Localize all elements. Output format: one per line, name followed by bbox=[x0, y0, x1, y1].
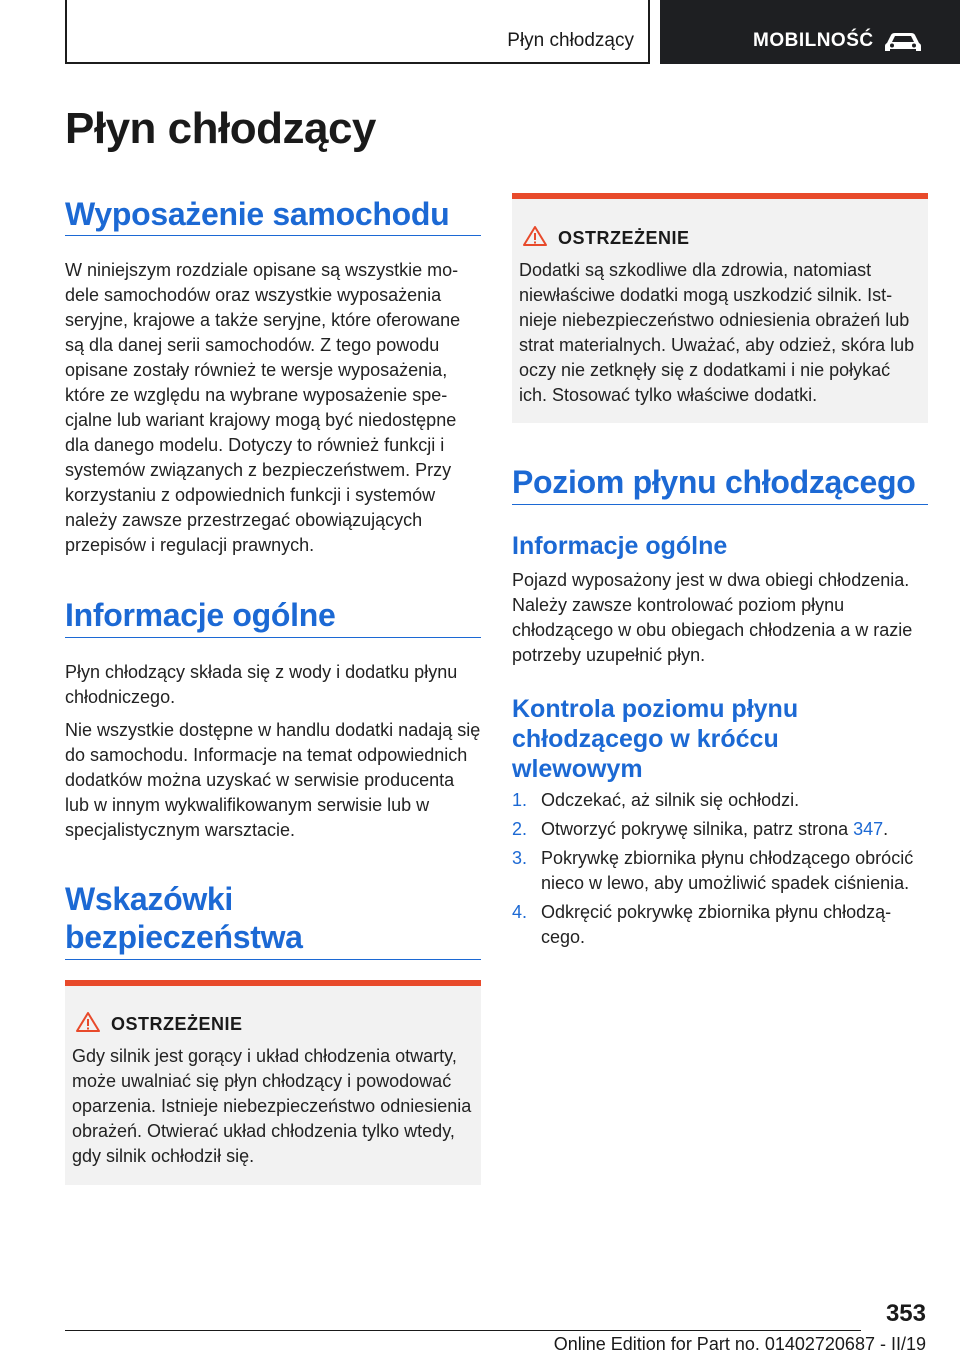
heading-general-info: Informacje ogólne bbox=[65, 597, 336, 633]
footer-rule bbox=[65, 1330, 861, 1331]
warning-text: Gdy silnik jest gorący i układ chłodzenia otwarty, może uwalniać się płyn chłodzący i powodować oparzenia. Istnieje niebezpieczeństwo odniesienia obrażeń. Otwierać układ chłodzenia tylko wtedy, gdy silnik ochłodził się. bbox=[72, 1046, 472, 1166]
step-text: Otworzyć pokrywę silnika, patrz strona bbox=[541, 819, 854, 839]
step-text-end: . bbox=[883, 819, 889, 839]
step-number: 3. bbox=[512, 848, 528, 868]
step-number: 4. bbox=[512, 902, 528, 922]
steps-list bbox=[512, 788, 928, 954]
warning-label: OSTRZEŻENIE bbox=[111, 1014, 243, 1034]
heading-equipment: Wyposażenie samochodu bbox=[65, 196, 450, 232]
heading-rule bbox=[65, 959, 481, 960]
warning-triangle-icon bbox=[75, 1011, 101, 1033]
step-item bbox=[512, 817, 928, 842]
equipment-text: W niniejszym rozdziale opisane są wszystkie modele samochodów oraz wszystkie wyposażenia seryjne, krajowe a także seryjne, które oferowane są dla danej serii samochodów. Z tego powodu opisane zostały również te wersje wyposażenia, które ze względu na wybrane wyposażenie specjalne lub wariant krajowy mogą być niedostępne dla danego modelu. Dotyczy to również funkcji i systemów związanych z bezpieczeństwem. Przy korzystaniu z odpowiednich funkcji i systemów należy zawsze przestrzegać obowiązujących przepisów i regulacji prawnych. bbox=[65, 260, 461, 555]
step-text: Odkręcić pokrywkę zbiornika płynu chłodzącego. bbox=[541, 902, 892, 947]
heading-coolant-level: Poziom płynu chłodzącego bbox=[512, 464, 916, 500]
heading-check-level-l1: Kontrola poziomu płynu bbox=[512, 695, 799, 723]
heading-general-info-right: Informacje ogólne bbox=[512, 532, 728, 560]
heading-rule bbox=[65, 637, 481, 638]
page-number: 353 bbox=[885, 1300, 926, 1327]
heading-rule bbox=[512, 504, 928, 505]
step-text: Odczekać, aż silnik się ochłodzi. bbox=[541, 790, 800, 810]
warning-box-hot-engine bbox=[65, 980, 481, 1185]
running-header-section bbox=[65, 0, 650, 64]
heading-rule bbox=[65, 235, 481, 236]
page-reference-link[interactable]: 347 bbox=[853, 819, 884, 839]
warning-box-additives bbox=[512, 193, 928, 423]
edition-info: Online Edition for Part no. 01402720687 - II/19 bbox=[553, 1334, 926, 1354]
coolant-circuits-text: Pojazd wyposażony jest w dwa obiegi chłodzenia. Należy zawsze kontrolować poziom płynu chłodzącego w obu obiegach chłodzenia a w razie potrzeby uzupełnić płyn. bbox=[512, 570, 913, 665]
general-info-text-1: Płyn chłodzący składa się z wody i dodatku płynu chłodniczego. bbox=[65, 662, 458, 707]
car-icon bbox=[883, 30, 923, 54]
chapter-title: MOBILNOŚĆ bbox=[753, 30, 874, 51]
section-title: Płyn chłodzący bbox=[507, 30, 634, 51]
step-text: Pokrywkę zbiornika płynu chłodzącego obrócić nieco w lewo, aby umożliwić spadek ciśnienia. bbox=[541, 848, 914, 893]
step-item bbox=[512, 846, 928, 896]
step-number: 1. bbox=[512, 790, 528, 810]
general-info-text-2: Nie wszystkie dostępne w handlu dodatki nadają się do samochodu. Informacje na temat odpowiednich dodatków można uzyskać w serwisie producenta lub w innym wykwalifikowanym serwisie lub w specjalistycznym warsztacie. bbox=[65, 720, 481, 840]
warning-text: Dodatki są szkodliwe dla zdrowia, natomiast niewłaściwe dodatki mogą uszkodzić silnik. Istnieje niebezpieczeństwo odniesienia obrażeń lub strat materialnych. Uważać, aby odzież, skóra lub oczy nie zetknęły się z dodatkami i nie połykać ich. Stosować tylko właściwe dodatki. bbox=[519, 260, 915, 405]
step-item bbox=[512, 788, 928, 813]
step-item bbox=[512, 900, 928, 950]
warning-triangle-icon bbox=[522, 225, 548, 247]
step-number: 2. bbox=[512, 819, 528, 839]
page-title: Płyn chłodzący bbox=[65, 104, 376, 153]
warning-label: OSTRZEŻENIE bbox=[558, 228, 690, 248]
heading-check-level-l3: wlewowym bbox=[512, 755, 643, 783]
heading-safety-line2: bezpieczeństwa bbox=[65, 919, 303, 955]
heading-safety-line1: Wskazówki bbox=[65, 881, 234, 917]
heading-check-level-l2: chłodzącego w króćcu bbox=[512, 725, 779, 753]
